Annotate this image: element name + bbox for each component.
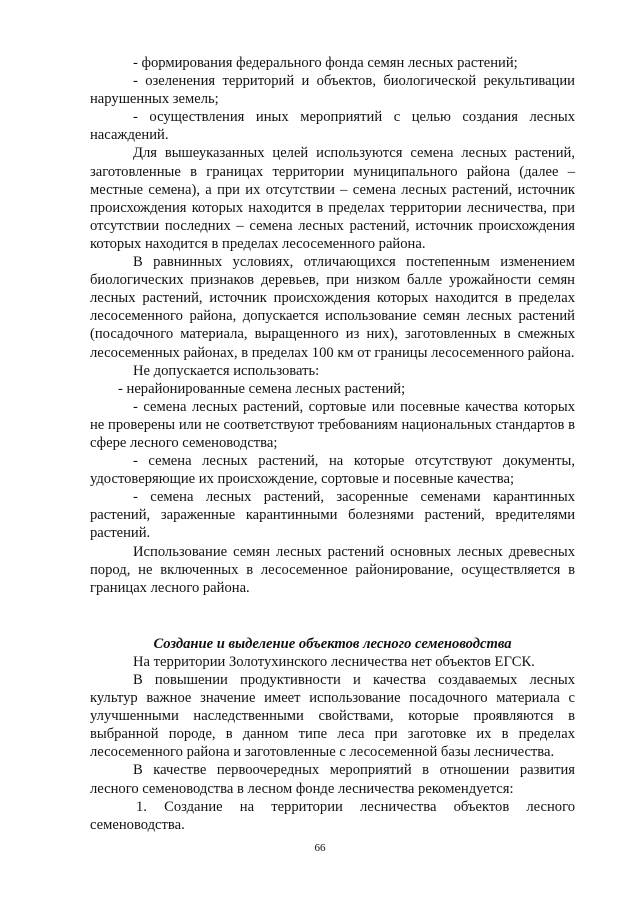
paragraph: - формирования федерального фонда семян лесных растений; bbox=[133, 55, 518, 71]
paragraph: 1. Создание на территории лесничества объектов лесного семеноводства. bbox=[90, 798, 575, 833]
paragraph: Не допускается использовать: bbox=[133, 362, 320, 379]
paragraph: Использование семян лесных растений основных лесных древесных пород, не включенных в лесосеменное районирование, осуществляется в границах лесного района. bbox=[90, 543, 575, 596]
paragraph: В равнинных условиях, отличающихся постепенным изменением биологических признаков деревьев, при низком балле урожайности семян лесных растений, источник происхождения которых находится в пределах лесосеменного района, допускается использование семян лесных растений (посадочного материала, выращенного из них), заготовленных в смежных лесосеменных районах, в пределах 100 км от границы лесосеменного района. bbox=[90, 254, 575, 361]
section-heading: Создание и выделение объектов лесного семеноводства bbox=[153, 635, 512, 652]
paragraph: - нерайонированные семена лесных растений; bbox=[118, 380, 406, 397]
page-number: 66 bbox=[314, 842, 326, 854]
paragraph: Для вышеуказанных целей используются семена лесных растений, заготовленные в границах территории муниципального района (далее – местные семена), а при их отсутствии – семена лесных растений, источник происхождения которых находится в пределах территории лесничества, при отсутствии последних – семена лесных растений, источник происхождения которых находится в пределах лесосеменного района. bbox=[90, 145, 575, 252]
paragraph: В повышении продуктивности и качества создаваемых лесных культур важное значение имеет использование посадочного материала с улучшенными наследственными свойствами, которые проявляются в выбранной породе, в данном типе леса при заготовке их в пределах лесосеменного района и заготовленные с лесосеменной базы лесничества. bbox=[90, 672, 575, 761]
paragraph: - семена лесных растений, сортовые или посевные качества которых не проверены или не соответствуют требованиям национальных стандартов в сфере лесного семеноводства; bbox=[90, 398, 575, 451]
paragraph: В качестве первоочередных мероприятий в отношении развития лесного семеноводства в лесном фонде лесничества рекомендуется: bbox=[90, 762, 575, 797]
document-page bbox=[90, 54, 575, 834]
paragraph: - озеленения территорий и объектов, биологической рекультивации нарушенных земель; bbox=[90, 73, 575, 108]
paragraph: - семена лесных растений, на которые отсутствуют документы, удостоверяющие их происхождение, сортовые и посевные качества; bbox=[90, 453, 575, 488]
paragraph: На территории Золотухинского лесничества нет объектов ЕГСК. bbox=[133, 653, 535, 670]
paragraph: - осуществления иных мероприятий с целью создания лесных насаждений. bbox=[90, 109, 575, 144]
paragraph: - семена лесных растений, засоренные семенами карантинных растений, зараженные карантинными болезнями растений, вредителями растений. bbox=[90, 489, 575, 542]
